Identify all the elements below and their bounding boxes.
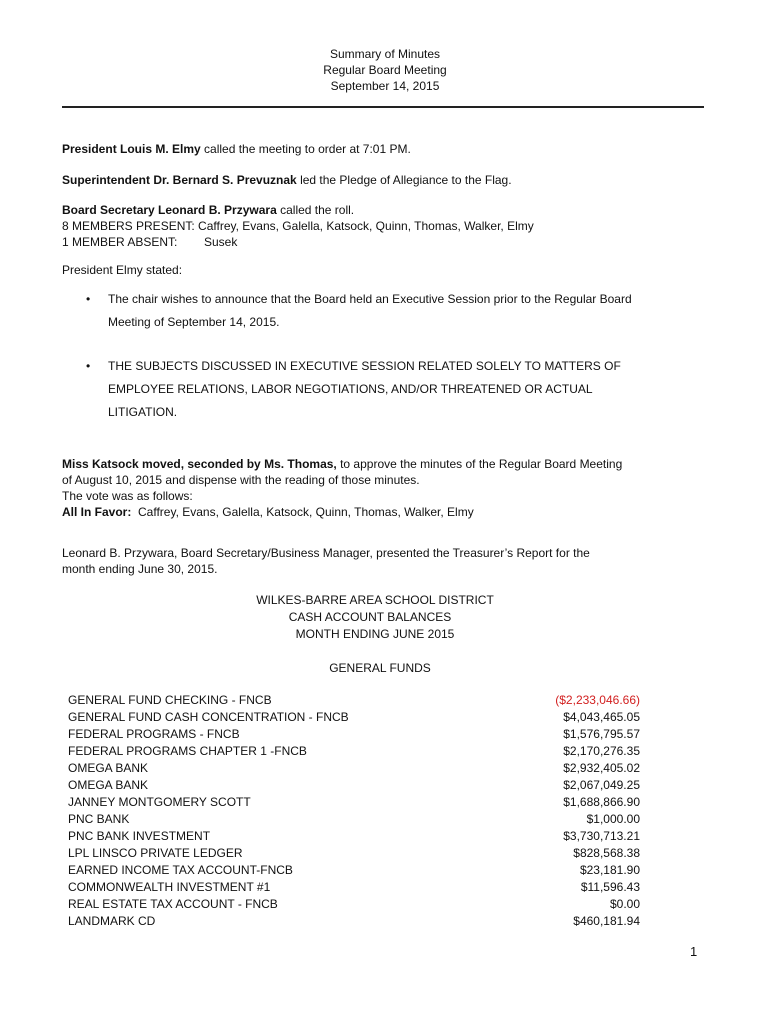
members-present-names: Caffrey, Evans, Galella, Katsock, Quinn, Thomas, Walker, Elmy — [198, 219, 534, 233]
members-absent-label: 1 MEMBER ABSENT: — [62, 235, 178, 249]
motion-mover: Miss Katsock moved, seconded by Ms. Thomas, — [62, 457, 337, 471]
treasurer-line: Leonard B. Przywara, Board Secretary/Business Manager, presented the Treasurer’s Report for the — [62, 546, 590, 560]
members-present — [62, 218, 712, 234]
table-row — [68, 760, 640, 777]
table-row — [68, 845, 640, 862]
pledge-text: led the Pledge of Allegiance to the Flag. — [296, 173, 512, 187]
call-to-order-name: President Louis M. Elmy — [62, 142, 201, 156]
header-title: Summary of Minutes — [329, 47, 441, 61]
account-name: GENERAL FUND CHECKING - FNCB — [68, 693, 272, 707]
header-date: September 14, 2015 — [330, 79, 440, 93]
table-row — [68, 709, 640, 726]
roll-call-paragraph — [62, 202, 712, 250]
table-row — [68, 913, 640, 930]
call-to-order-text: called the meeting to order at 7:01 PM. — [200, 142, 411, 156]
pledge-paragraph — [62, 172, 712, 188]
call-to-order-paragraph — [62, 141, 712, 157]
table-row — [68, 828, 640, 845]
list-item-line: LITIGATION. — [108, 405, 178, 419]
account-name: REAL ESTATE TAX ACCOUNT - FNCB — [68, 897, 278, 911]
account-name: FEDERAL PROGRAMS - FNCB — [68, 727, 240, 741]
account-amount: $2,932,405.02 — [563, 761, 640, 775]
page-number: 1 — [690, 944, 698, 959]
bullet-icon: • — [86, 292, 91, 306]
table-row — [68, 811, 640, 828]
motion-text-continued: of August 10, 2015 and dispense with the reading of those minutes. — [62, 473, 420, 487]
account-name: EARNED INCOME TAX ACCOUNT-FNCB — [68, 863, 293, 877]
account-name: PNC BANK INVESTMENT — [68, 829, 211, 843]
bullet-icon: • — [86, 359, 91, 373]
account-amount: $23,181.90 — [579, 863, 640, 877]
document-header — [0, 46, 770, 94]
report-title-month: MONTH ENDING JUNE 2015 — [295, 627, 455, 641]
table-row — [68, 777, 640, 794]
table-row — [68, 726, 640, 743]
list-item-line: THE SUBJECTS DISCUSSED IN EXECUTIVE SESSION RELATED SOLELY TO MATTERS OF — [108, 359, 621, 373]
account-name: LPL LINSCO PRIVATE LEDGER — [68, 846, 243, 860]
list-item-line: Meeting of September 14, 2015. — [108, 315, 280, 329]
members-present-label: 8 MEMBERS PRESENT: — [62, 219, 195, 233]
table-row — [68, 794, 640, 811]
account-amount: ($2,233,046.66) — [555, 693, 640, 707]
table-row — [68, 862, 640, 879]
accounts-table — [68, 692, 640, 930]
account-amount: $3,730,713.21 — [563, 829, 640, 843]
list-item-line: EMPLOYEE RELATIONS, LABOR NEGOTIATIONS, AND/OR THREATENED OR ACTUAL — [108, 382, 593, 396]
motion-paragraph — [62, 456, 712, 520]
account-amount: $1,576,795.57 — [563, 727, 640, 741]
table-row — [68, 692, 640, 709]
header-meeting-type: Regular Board Meeting — [323, 63, 447, 77]
account-amount: $1,688,866.90 — [563, 795, 640, 809]
account-amount: $460,181.94 — [573, 914, 640, 928]
table-row — [68, 743, 640, 760]
account-name: PNC BANK — [68, 812, 130, 826]
account-amount: $2,067,049.25 — [563, 778, 640, 792]
treasurer-paragraph — [62, 545, 712, 577]
account-amount: $1,000.00 — [586, 812, 640, 826]
account-name: OMEGA BANK — [68, 778, 149, 792]
account-name: FEDERAL PROGRAMS CHAPTER 1 -FNCB — [68, 744, 307, 758]
pledge-name: Superintendent Dr. Bernard S. Prevuznak — [62, 173, 297, 187]
account-name: LANDMARK CD — [68, 914, 156, 928]
account-amount: $828,568.38 — [573, 846, 640, 860]
list-item-line: The chair wishes to announce that the Board held an Executive Session prior to the Regular Board — [108, 292, 632, 306]
account-name: COMMONWEALTH INVESTMENT #1 — [68, 880, 271, 894]
favor-names: Caffrey, Evans, Galella, Katsock, Quinn, Thomas, Walker, Elmy — [131, 505, 474, 519]
account-amount: $4,043,465.05 — [563, 710, 640, 724]
favor-label: All In Favor: — [62, 505, 132, 519]
report-title-district: WILKES-BARRE AREA SCHOOL DISTRICT — [256, 593, 494, 607]
account-name: GENERAL FUND CASH CONCENTRATION - FNCB — [68, 710, 349, 724]
vote-intro: The vote was as follows: — [62, 489, 193, 503]
table-row — [68, 879, 640, 896]
motion-text: to approve the minutes of the Regular Board Meeting — [336, 457, 623, 471]
account-amount: $0.00 — [609, 897, 640, 911]
account-amount: $2,170,276.35 — [563, 744, 640, 758]
header-divider — [62, 106, 704, 108]
members-absent-names: Susek — [204, 235, 238, 249]
report-title-balances: CASH ACCOUNT BALANCES — [288, 610, 452, 624]
treasurer-line: month ending June 30, 2015. — [62, 562, 218, 576]
account-name: OMEGA BANK — [68, 761, 149, 775]
account-name: JANNEY MONTGOMERY SCOTT — [68, 795, 251, 809]
account-amount: $11,596.43 — [580, 880, 640, 894]
roll-call-name: Board Secretary Leonard B. Przywara — [62, 203, 277, 217]
president-stated: President Elmy stated: — [62, 263, 183, 277]
section-heading: GENERAL FUNDS — [329, 661, 431, 675]
table-row — [68, 896, 640, 913]
members-absent — [62, 234, 712, 250]
roll-call-text: called the roll. — [276, 203, 355, 217]
